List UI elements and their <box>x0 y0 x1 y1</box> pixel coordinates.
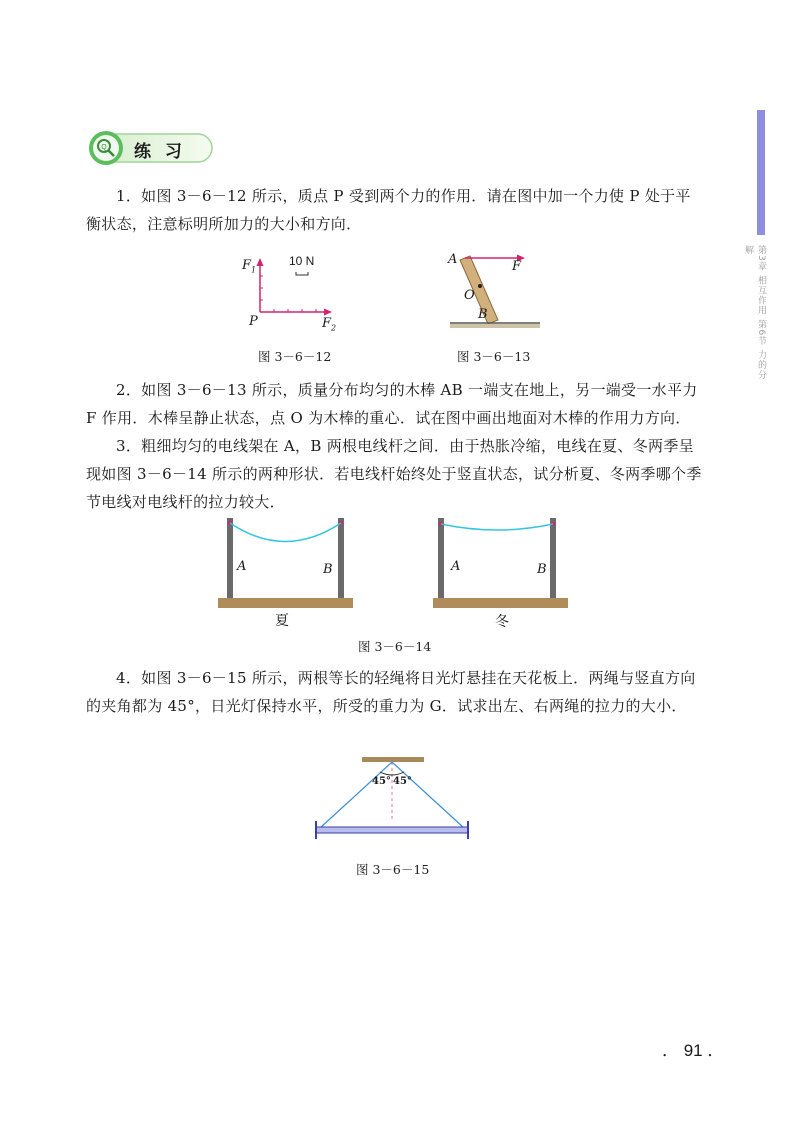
center-o-label: O <box>464 288 475 303</box>
pole-a-label: A <box>451 559 461 574</box>
problem-4-text: 如图 3－6－15 所示，两根等长的轻绳将日光灯悬挂在天花板上．两绳与竖直方向的夹角都为 45°，日光灯保持水平，所受的重力为 G．试求出左、右两绳的拉力的大小． <box>86 669 696 715</box>
problem-2 <box>86 376 706 432</box>
problem-3-text: 粗细均匀的电线架在 A，B 两根电线杆之间．由于热胀冷缩，电线在夏、冬两季呈现如图 3－6－14 所示的两种形状．若电线杆始终处于竖直状态，试分析夏、冬两季哪个季节电线对电线杆的拉力较大． <box>86 437 702 511</box>
pole-b-label: B <box>537 562 547 577</box>
pole-a-label: A <box>237 559 247 574</box>
f2-label: $F_2$ <box>322 316 337 333</box>
figure-3-6-12 <box>234 250 344 340</box>
problem-4-number: 4． <box>116 669 142 687</box>
point-p-label: P <box>249 314 258 329</box>
rod-end-a-label: A <box>448 252 458 267</box>
problem-2-text: 如图 3－6－13 所示，质量分布均匀的木棒 AB 一端支在地上，另一端受一水平力 F 作用．木棒呈静止状态，点 O 为木棒的重心．试在图中画出地面对木棒的作用力方向． <box>86 381 698 427</box>
figure-3-6-13 <box>440 246 550 330</box>
summer-label: 夏 <box>275 613 289 629</box>
figure-3-6-14-summer <box>218 510 353 629</box>
f1-label: $F_1$ <box>242 258 257 275</box>
problem-1 <box>86 182 706 238</box>
chapter-side-tab <box>757 110 765 235</box>
figure-3-6-13-caption: 图 3－6－13 <box>457 349 531 364</box>
winter-label: 冬 <box>495 614 509 630</box>
problem-1-text: 如图 3－6－12 所示，质点 P 受到两个力的作用．请在图中加一个力使 P 处于平衡状态，注意标明所加力的大小和方向． <box>86 187 691 233</box>
problem-4 <box>86 664 706 720</box>
rod-end-b-label: B <box>478 307 488 322</box>
page-number: ． 91 ． <box>662 1041 725 1060</box>
lamp-diagram <box>306 750 476 845</box>
svg-text:Q: Q <box>101 144 107 151</box>
figure-3-6-15-caption: 图 3－6－15 <box>356 862 430 877</box>
figure-3-6-15 <box>306 750 476 845</box>
pole-b-label: B <box>323 562 333 577</box>
problem-3 <box>86 432 706 516</box>
problem-2-number: 2． <box>116 381 142 399</box>
problem-1-number: 1． <box>116 187 142 205</box>
figure-3-6-14-winter <box>433 510 568 630</box>
exercise-header <box>86 128 216 168</box>
scale-label: 10 N <box>289 254 315 268</box>
chapter-side-text: 第3章 相互作用 第6节 力的分解 <box>743 245 766 381</box>
figure-3-6-14-caption: 图 3－6－14 <box>358 639 432 654</box>
problem-3-number: 3． <box>116 437 142 455</box>
figure-3-6-12-caption: 图 3－6－12 <box>258 349 332 364</box>
angle-left-label: 45° <box>372 776 391 787</box>
force-f-label: F <box>512 259 522 274</box>
angle-right-label: 45° <box>393 776 412 787</box>
exercise-title: 练 习 <box>134 142 186 162</box>
